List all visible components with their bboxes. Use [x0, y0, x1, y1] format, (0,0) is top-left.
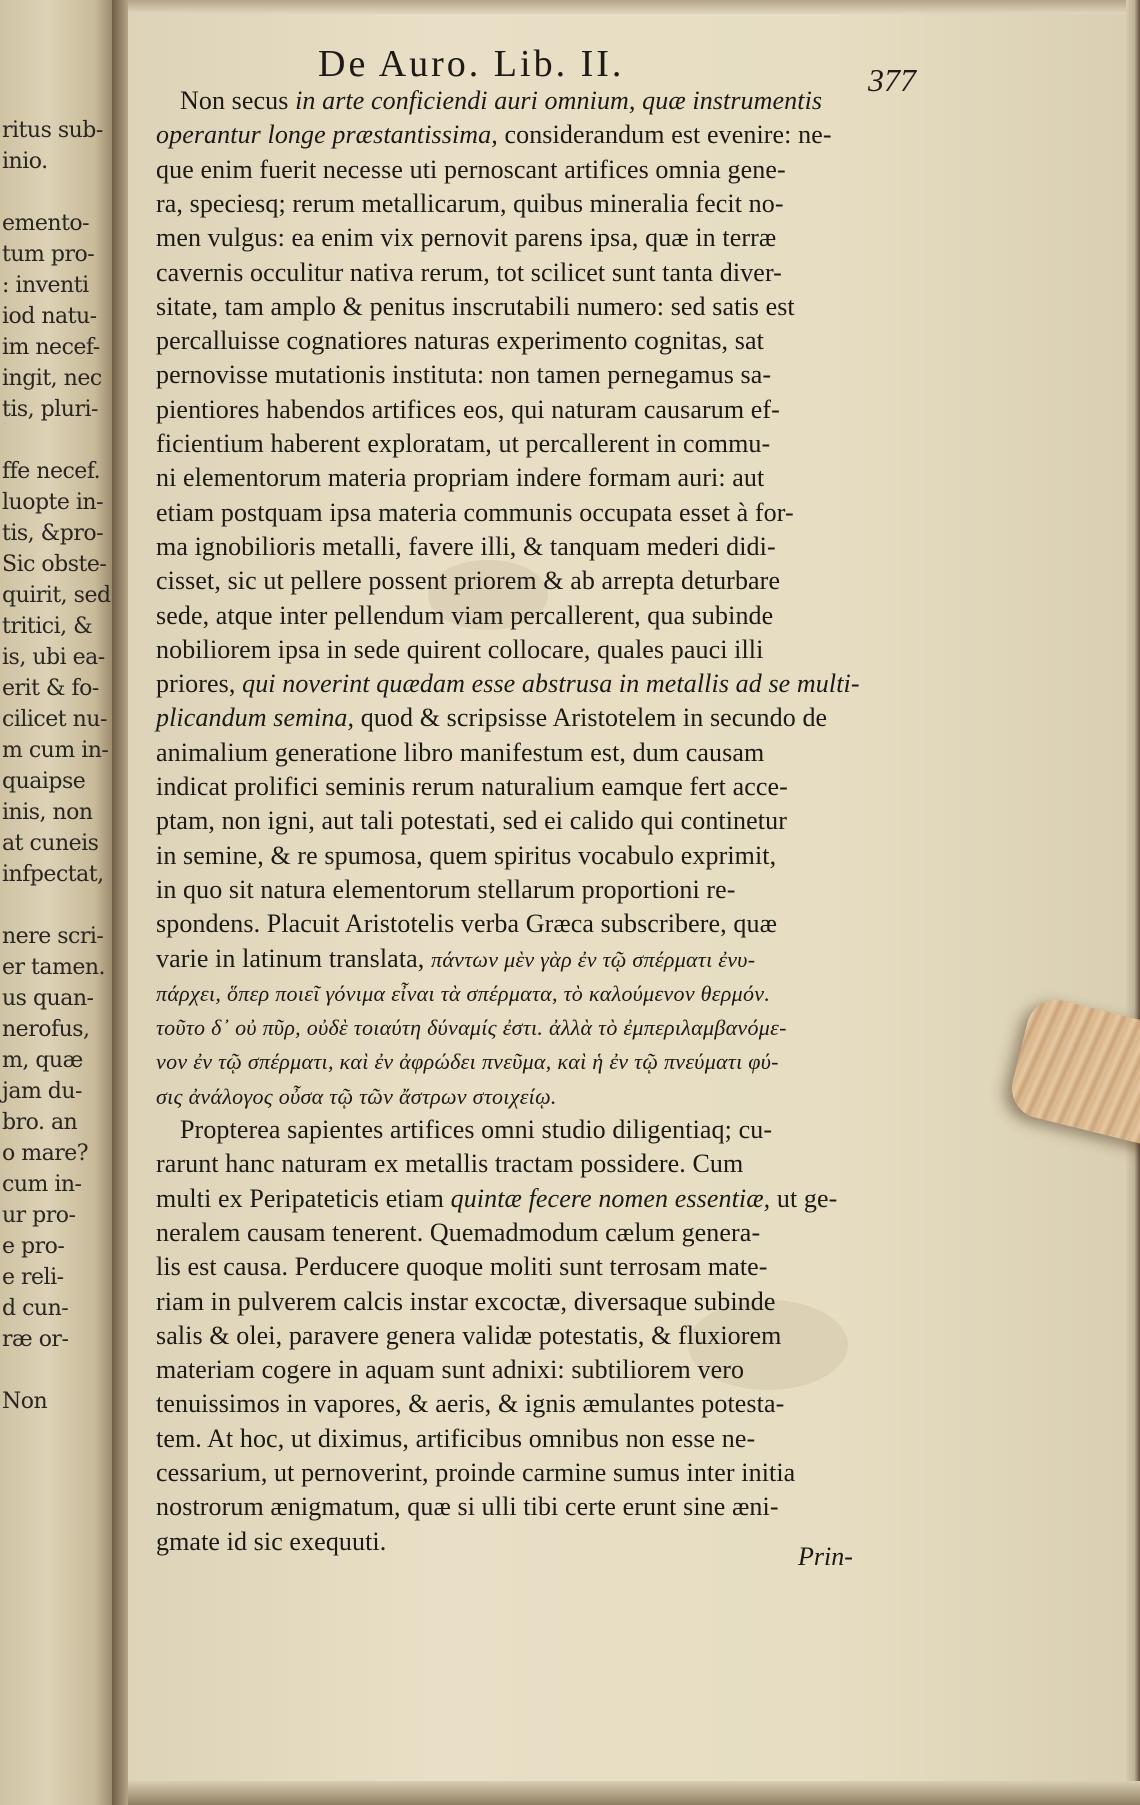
facing-margin-fragment: quirit, sed	[2, 583, 111, 608]
facing-margin-fragment: ræ or-	[2, 1327, 69, 1352]
facing-margin-fragment: inio.	[2, 149, 48, 174]
page-top-edge	[128, 0, 1140, 14]
text-line	[156, 1184, 837, 1214]
text-line	[156, 1458, 795, 1488]
text-line	[156, 292, 795, 322]
text-line	[156, 120, 832, 150]
italic-text: in arte conficiendi auri omnium, quæ instrumentis	[295, 86, 823, 115]
facing-margin-fragment: inis, non	[2, 800, 93, 825]
text-line	[156, 806, 787, 836]
text-span: indicat prolifici seminis rerum naturalium eamque fert acce-	[156, 772, 788, 801]
facing-margin-fragment: Sic obste-	[2, 552, 107, 577]
text-line	[156, 875, 736, 905]
facing-margin-fragment: emento-	[2, 211, 90, 236]
text-line	[156, 1424, 755, 1454]
text-line	[156, 1355, 744, 1385]
text-line	[156, 1012, 787, 1042]
greek-text: πάρχει, ὅπερ ποιεῖ γόνιμα εἶναι τὰ σπέρματα, τὸ καλούμενον θερμόν.	[156, 980, 771, 1006]
text-span: tenuissimos in vapores, & aeris, & ignis æmulantes potesta-	[156, 1389, 785, 1419]
facing-margin-fragment: tum pro-	[2, 242, 95, 267]
facing-margin-fragment: us quan-	[2, 986, 94, 1011]
facing-margin-fragment: m, quæ	[2, 1048, 83, 1073]
text-span: tem. At hoc, ut diximus, artificibus omnibus non esse ne-	[156, 1423, 756, 1453]
page-right-edge	[1126, 0, 1140, 1805]
text-line	[156, 258, 782, 288]
text-span: neralem causam tenerent. Quemadmodum cælum genera-	[156, 1217, 761, 1247]
text-line	[156, 1321, 781, 1351]
text-span: in quo sit natura elementorum stellarum proportioni re-	[156, 874, 736, 904]
text-span: ni elementorum materia propriam indere formam auri: aut	[156, 463, 765, 493]
text-span: lis est causa. Perducere quoque moliti sunt terrosam mate-	[156, 1252, 768, 1282]
text-line	[156, 944, 755, 974]
text-span: considerandum est evenire: ne-	[497, 120, 832, 150]
text-line	[156, 1081, 557, 1111]
text-line	[156, 223, 776, 253]
facing-margin-fragment: infpectat,	[2, 862, 104, 887]
text-span: riam in pulverem calcis instar excoctæ, diversaque subinde	[156, 1286, 776, 1316]
text-line	[156, 738, 764, 768]
text-line	[156, 463, 764, 493]
text-line	[156, 566, 780, 596]
text-span: etiam postquam ipsa materia communis occupata esset à for-	[156, 497, 794, 527]
text-span: ut ge-	[770, 1183, 838, 1213]
facing-margin-fragment: tritici, &	[2, 614, 93, 639]
text-line	[156, 395, 780, 425]
facing-margin-fragment: e pro-	[2, 1234, 65, 1259]
facing-margin-fragment: ur pro-	[2, 1203, 76, 1228]
text-line	[156, 703, 827, 733]
text-line	[156, 841, 776, 871]
facing-margin-fragment: cilicet nu-	[2, 707, 107, 732]
text-line	[156, 978, 770, 1008]
text-span: in semine, & re spumosa, quem spiritus vocabulo exprimit,	[156, 840, 777, 870]
text-line	[156, 155, 786, 185]
text-span: nobiliorem ipsa in sede quirent collocare, quales pauci illi	[156, 634, 764, 664]
facing-margin-fragment: : inventi	[2, 273, 89, 298]
text-span: ra, speciesq; rerum metallicarum, quibus mineralia fecit no-	[156, 188, 784, 218]
text-span: cisset, sic ut pellere possent priorem & ab arrepta deturbare	[156, 566, 781, 596]
facing-margin-fragment: luopte in-	[2, 490, 104, 515]
facing-margin-fragment: d cun-	[2, 1296, 69, 1321]
page-bottom-edge	[128, 1781, 1140, 1805]
text-line	[156, 601, 773, 631]
text-span: spondens. Placuit Aristotelis verba Græca subscribere, quæ	[156, 909, 778, 939]
text-span: cavernis occulitur nativa rerum, tot scilicet sunt tanta diver-	[156, 257, 782, 287]
text-span: men vulgus: ea enim vix pernovit parens ipsa, quæ in terræ	[156, 223, 777, 253]
text-span: Propterea sapientes artifices omni studio diligentiaq; cu-	[180, 1115, 773, 1144]
text-span: animalium generatione libro manifestum est, dum causam	[156, 737, 765, 767]
text-span: nostrorum ænigmatum, quæ si ulli tibi certe erunt sine æni-	[156, 1492, 779, 1522]
greek-text: τοῦτο δ᾽ οὐ πῦρ, οὐδὲ τοιαύτη δύναμίς ἐστι. ἀλλὰ τὸ ἐμπεριλαμβανόμε-	[156, 1015, 787, 1041]
text-span: multi ex Peripateticis etiam	[156, 1183, 451, 1213]
facing-margin-fragment: Non	[2, 1389, 48, 1414]
text-span: salis & olei, paravere genera validæ potestatis, & fluxiorem	[156, 1320, 782, 1350]
text-line	[156, 1252, 768, 1282]
text-span: pientiores habendos artifices eos, qui naturam causarum ef-	[156, 394, 780, 424]
italic-text: operantur longe præstantissima,	[156, 120, 498, 150]
text-span: ficientium haberent exploratam, ut percallerent in commu-	[156, 429, 771, 458]
text-line	[156, 189, 784, 219]
facing-margin-fragment: im necef-	[2, 335, 100, 360]
text-line	[156, 1287, 776, 1317]
greek-text: σις ἀνάλογος οὖσα τῷ τῶν ἄστρων στοιχείῳ.	[156, 1083, 557, 1109]
text-line	[156, 1149, 743, 1179]
text-span: percalluisse cognatiores naturas experimento cognitas, sat	[156, 326, 764, 356]
facing-margin-fragment: ingit, nec	[2, 366, 102, 391]
text-line	[156, 532, 776, 562]
catchword: Prin-	[798, 1542, 853, 1571]
text-span: quod & scripsisse Aristotelem in secundo de	[354, 703, 828, 733]
text-line	[156, 1492, 779, 1522]
greek-text: πάντων μὲν γὰρ ἐν τῷ σπέρματι ἐνυ-	[431, 946, 756, 972]
facing-margin-fragment: at cuneis	[2, 831, 99, 856]
text-span: ma ignobilioris metalli, favere illi, & tanquam mederi didi-	[156, 531, 776, 561]
running-head: De Auro. Lib. II.	[318, 43, 625, 85]
text-line	[156, 429, 770, 459]
facing-margin-fragment: m cum in-	[2, 738, 109, 763]
facing-margin-fragment: tis, &pro-	[2, 521, 104, 546]
facing-margin-fragment: jam du-	[2, 1079, 82, 1104]
text-line	[156, 635, 763, 665]
facing-margin-fragment: er tamen.	[2, 955, 106, 980]
facing-margin-fragment: erit & fo-	[2, 676, 99, 701]
facing-page-fragment	[0, 0, 118, 1805]
text-span: que enim fuerit necesse uti pernoscant artifices omnia gene-	[156, 154, 786, 184]
text-span: priores,	[156, 669, 243, 699]
text-line	[156, 1046, 779, 1076]
italic-text: qui noverint quædam esse abstrusa in metallis ad se multi-	[242, 669, 860, 699]
text-span: materiam cogere in aquam sunt adnixi: subtiliorem vero	[156, 1355, 745, 1385]
text-line	[180, 86, 822, 116]
text-line	[156, 498, 794, 528]
facing-margin-fragment: o mare?	[2, 1141, 89, 1166]
page-number: 377	[868, 62, 916, 98]
body-text	[128, 86, 928, 1586]
text-line	[156, 669, 860, 699]
text-line	[156, 1527, 386, 1557]
text-span: rarunt hanc naturam ex metallis tractam possidere. Cum	[156, 1149, 744, 1179]
text-line	[156, 909, 777, 939]
text-span: cessarium, ut pernoverint, proinde carmine sumus inter initia	[156, 1458, 796, 1487]
facing-margin-fragment: nere scri-	[2, 924, 104, 949]
text-line	[156, 772, 788, 802]
facing-margin-fragment: e reli-	[2, 1265, 64, 1290]
italic-text: plicandum semina,	[156, 703, 355, 733]
facing-margin-fragment: bro. an	[2, 1110, 78, 1135]
facing-margin-fragment: is, ubi ea-	[2, 645, 105, 670]
text-line	[156, 326, 764, 356]
text-span: ptam, non igni, aut tali potestati, sed ei calido qui continetur	[156, 806, 787, 836]
italic-text: quintæ fecere nomen essentiæ,	[450, 1183, 771, 1213]
text-line	[180, 1115, 772, 1145]
text-span: Non secus	[180, 86, 296, 115]
facing-margin-fragment: quaipse	[2, 769, 86, 794]
text-span: sede, atque inter pellendum viam percallerent, qua subinde	[156, 600, 774, 630]
facing-margin-fragment: cum in-	[2, 1172, 82, 1197]
facing-margin-fragment: ffe necef.	[2, 459, 101, 484]
facing-margin-fragment: tis, pluri-	[2, 397, 98, 422]
text-span: pernovisse mutationis instituta: non tamen pernegamus sa-	[156, 360, 772, 390]
text-span: varie in latinum translata,	[156, 943, 431, 973]
facing-margin-fragment: iod natu-	[2, 304, 97, 329]
text-span: sitate, tam amplo & penitus inscrutabili numero: sed satis est	[156, 291, 795, 321]
facing-margin-fragment: ritus sub-	[2, 118, 103, 143]
text-span: gmate id sic exequuti.	[156, 1526, 387, 1556]
greek-text: νον ἐν τῷ σπέρματι, καὶ ἐν ἀφρώδει πνεῦμα, καὶ ἡ ἐν τῷ πνεύματι φύ-	[156, 1049, 779, 1075]
text-line	[156, 360, 771, 390]
main-page	[128, 0, 1140, 1805]
text-line	[156, 1218, 760, 1248]
text-line	[156, 1389, 784, 1419]
facing-margin-fragment: nerofus,	[2, 1017, 90, 1042]
